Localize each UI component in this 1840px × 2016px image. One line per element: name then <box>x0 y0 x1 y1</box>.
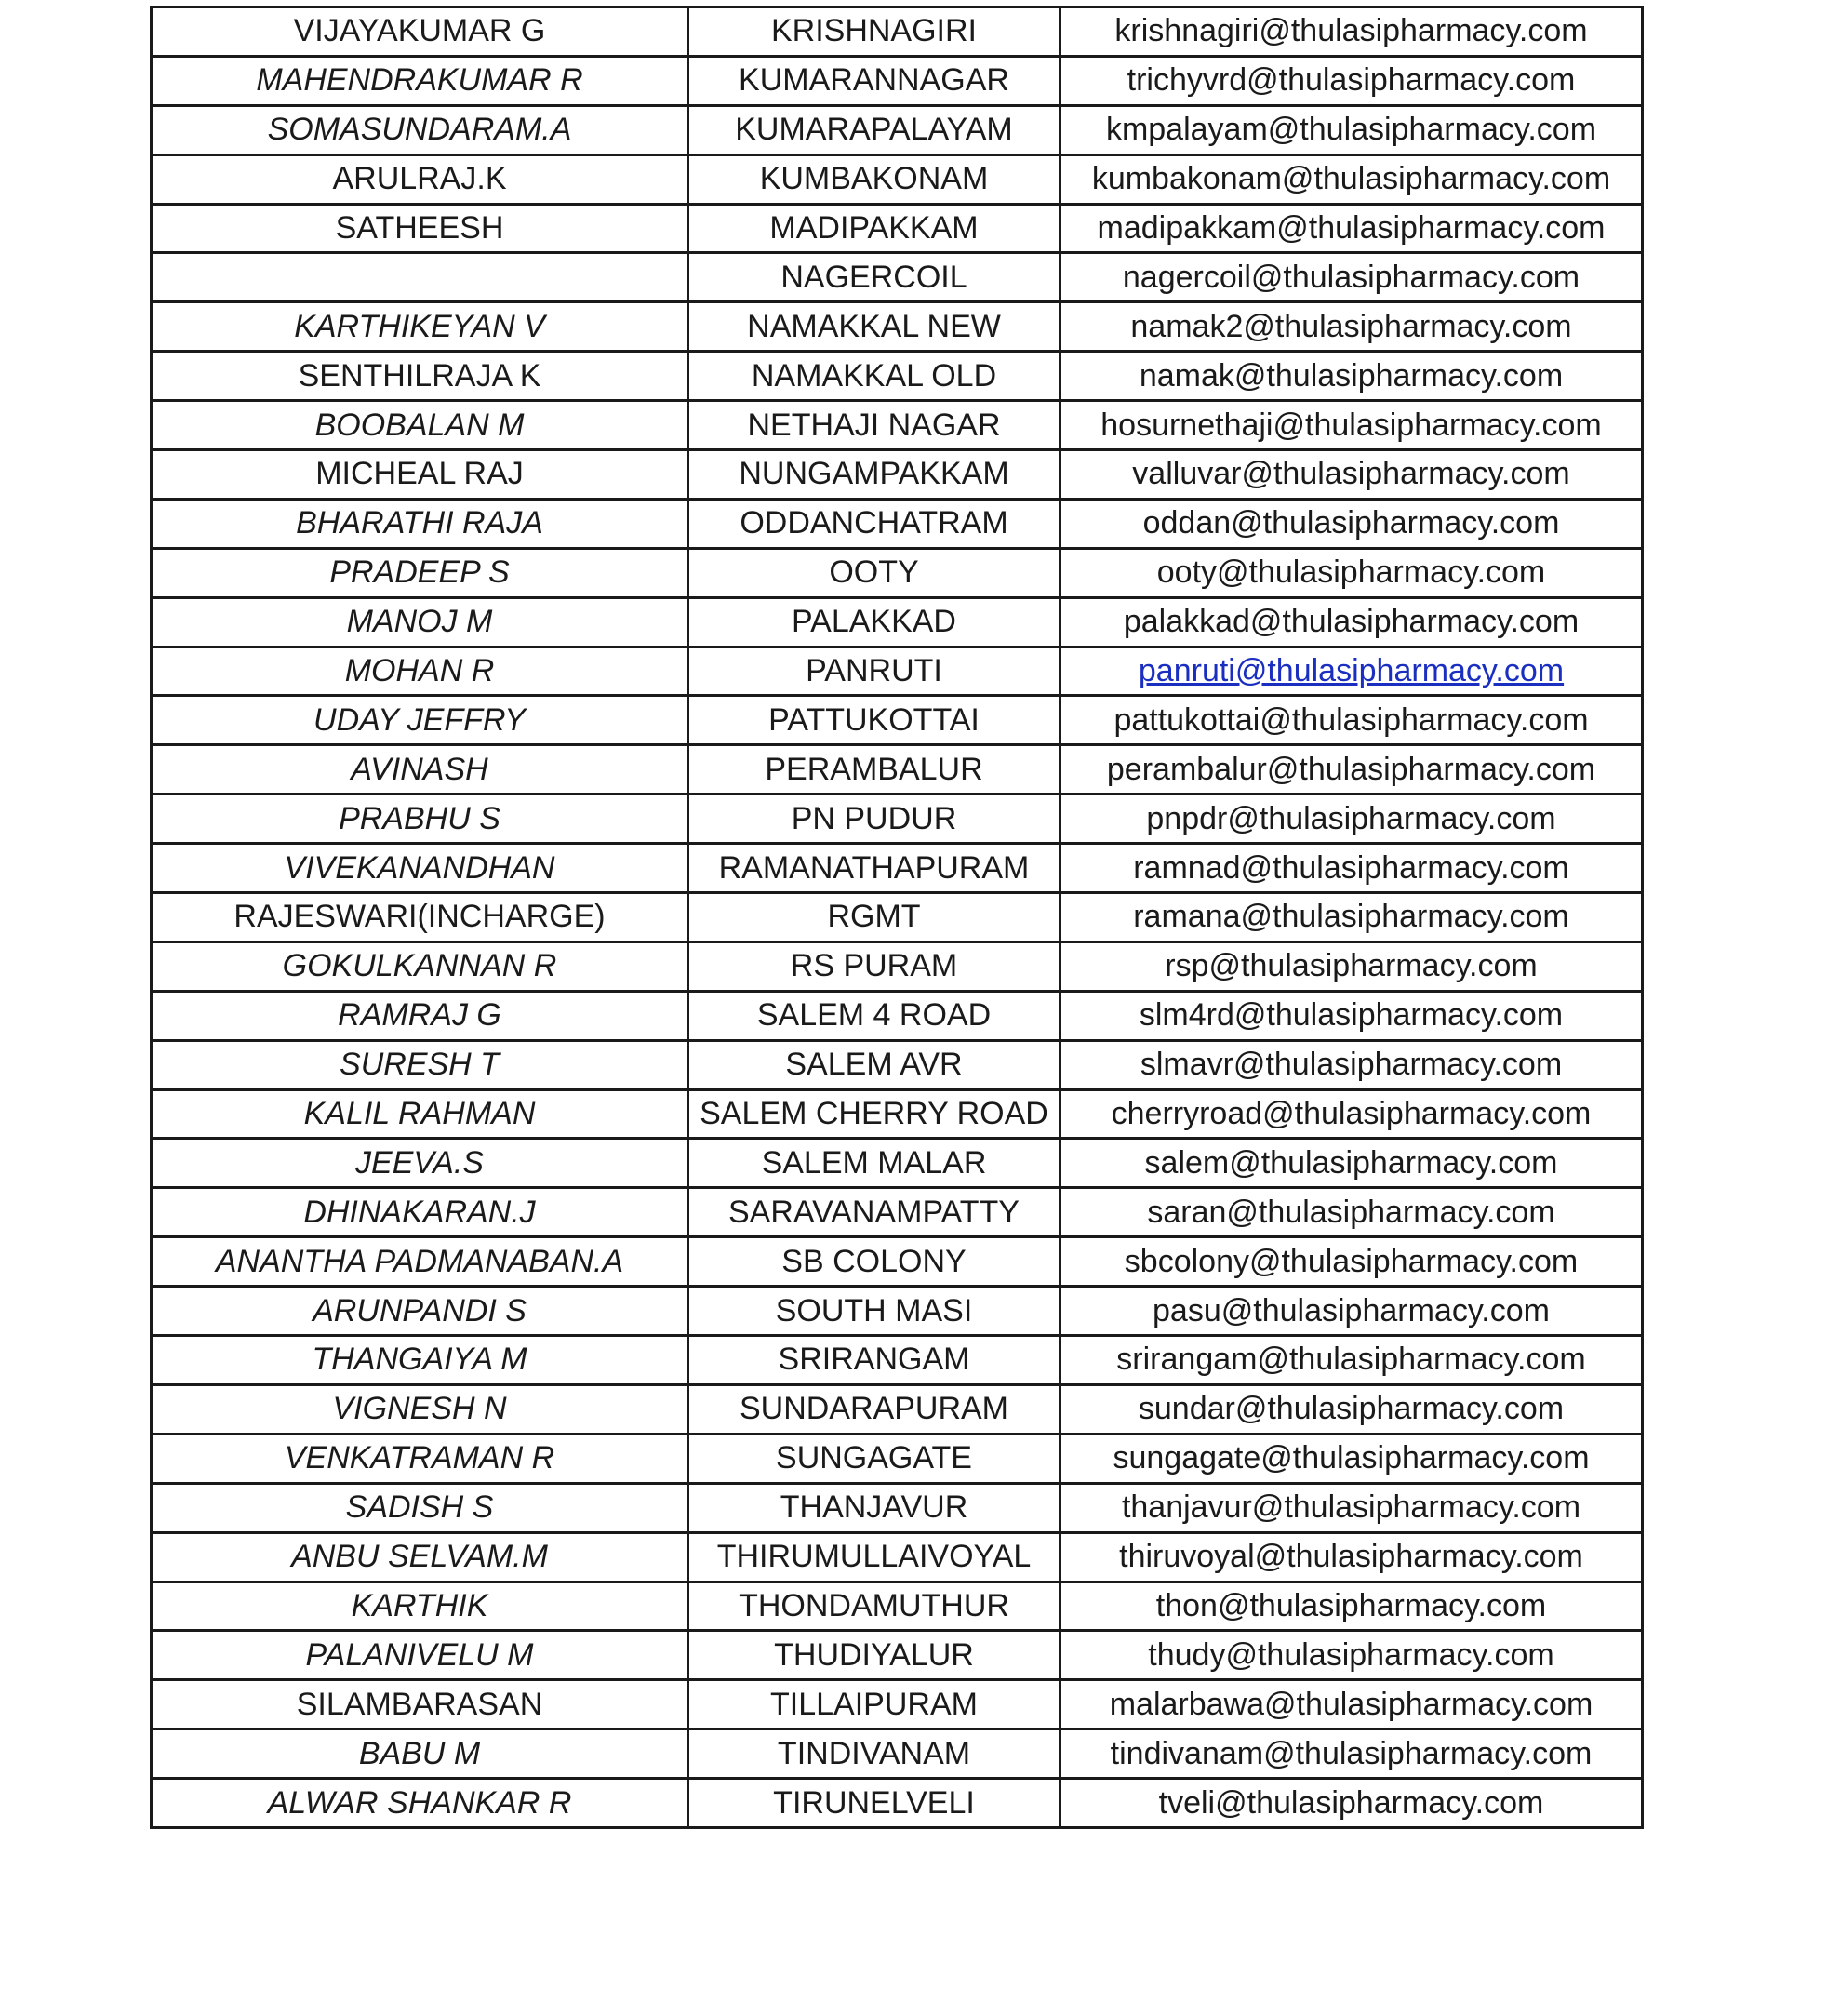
table-row <box>152 1680 1643 1729</box>
table-row <box>152 745 1643 794</box>
branch-cell: NETHAJI NAGAR <box>688 401 1060 450</box>
manager-name-cell: VIGNESH N <box>152 1384 688 1434</box>
table-row <box>152 154 1643 204</box>
manager-name-cell: KALIL RAHMAN <box>152 1089 688 1139</box>
table-row <box>152 204 1643 253</box>
email-cell: madipakkam@thulasipharmacy.com <box>1060 204 1643 253</box>
branch-cell: SALEM 4 ROAD <box>688 991 1060 1040</box>
branch-cell: SALEM CHERRY ROAD <box>688 1089 1060 1139</box>
table-row <box>152 696 1643 745</box>
branch-cell: NUNGAMPAKKAM <box>688 450 1060 500</box>
branch-cell: THONDAMUTHUR <box>688 1582 1060 1631</box>
table-row <box>152 1631 1643 1680</box>
table-row <box>152 56 1643 105</box>
table-row <box>152 844 1643 893</box>
email-cell: ooty@thulasipharmacy.com <box>1060 548 1643 597</box>
branch-cell: KUMBAKONAM <box>688 154 1060 204</box>
branch-cell: PATTUKOTTAI <box>688 696 1060 745</box>
table-row <box>152 1188 1643 1237</box>
branch-cell: KRISHNAGIRI <box>688 7 1060 57</box>
branch-cell: TINDIVANAM <box>688 1729 1060 1779</box>
manager-name-cell: BHARATHI RAJA <box>152 499 688 548</box>
manager-name-cell: ANANTHA PADMANABAN.A <box>152 1237 688 1287</box>
branch-cell: SOUTH MASI <box>688 1287 1060 1336</box>
branch-cell: NAMAKKAL NEW <box>688 302 1060 352</box>
table-row <box>152 1729 1643 1779</box>
branch-cell: THUDIYALUR <box>688 1631 1060 1680</box>
email-cell: tindivanam@thulasipharmacy.com <box>1060 1729 1643 1779</box>
table-row <box>152 450 1643 500</box>
email-cell: malarbawa@thulasipharmacy.com <box>1060 1680 1643 1729</box>
manager-name-cell: VENKATRAMAN R <box>152 1434 688 1483</box>
branch-cell: NAMAKKAL OLD <box>688 352 1060 401</box>
branch-cell: SUNDARAPURAM <box>688 1384 1060 1434</box>
manager-name-cell: SENTHILRAJA K <box>152 352 688 401</box>
manager-name-cell: VIVEKANANDHAN <box>152 844 688 893</box>
branch-cell: RAMANATHAPURAM <box>688 844 1060 893</box>
table-body <box>152 7 1643 1828</box>
table-row <box>152 1040 1643 1089</box>
email-cell: slmavr@thulasipharmacy.com <box>1060 1040 1643 1089</box>
branch-cell: SB COLONY <box>688 1237 1060 1287</box>
table-row <box>152 548 1643 597</box>
table-row <box>152 1779 1643 1828</box>
email-cell: namak2@thulasipharmacy.com <box>1060 302 1643 352</box>
branch-cell: PANRUTI <box>688 647 1060 696</box>
branch-cell: SRIRANGAM <box>688 1336 1060 1385</box>
manager-name-cell: PRABHU S <box>152 794 688 844</box>
table-row <box>152 1237 1643 1287</box>
manager-name-cell: DHINAKARAN.J <box>152 1188 688 1237</box>
table-row <box>152 941 1643 991</box>
manager-name-cell: SOMASUNDARAM.A <box>152 105 688 154</box>
manager-name-cell: MOHAN R <box>152 647 688 696</box>
table-row <box>152 1483 1643 1532</box>
table-row <box>152 1434 1643 1483</box>
email-cell <box>1060 647 1643 696</box>
email-cell: kmpalayam@thulasipharmacy.com <box>1060 105 1643 154</box>
email-cell: nagercoil@thulasipharmacy.com <box>1060 253 1643 302</box>
manager-name-cell: MAHENDRAKUMAR R <box>152 56 688 105</box>
manager-name-cell: ALWAR SHANKAR R <box>152 1779 688 1828</box>
email-cell: pattukottai@thulasipharmacy.com <box>1060 696 1643 745</box>
table-row <box>152 1384 1643 1434</box>
table-row <box>152 1089 1643 1139</box>
email-cell: ramnad@thulasipharmacy.com <box>1060 844 1643 893</box>
email-cell: trichyvrd@thulasipharmacy.com <box>1060 56 1643 105</box>
email-cell: sundar@thulasipharmacy.com <box>1060 1384 1643 1434</box>
email-cell: hosurnethaji@thulasipharmacy.com <box>1060 401 1643 450</box>
manager-name-cell: THANGAIYA M <box>152 1336 688 1385</box>
branch-cell: PERAMBALUR <box>688 745 1060 794</box>
table-row <box>152 597 1643 647</box>
branch-cell: SARAVANAMPATTY <box>688 1188 1060 1237</box>
table-row <box>152 253 1643 302</box>
table-row <box>152 794 1643 844</box>
table-row <box>152 1139 1643 1188</box>
branch-cell: RGMT <box>688 893 1060 942</box>
email-cell: cherryroad@thulasipharmacy.com <box>1060 1089 1643 1139</box>
email-cell: krishnagiri@thulasipharmacy.com <box>1060 7 1643 57</box>
email-cell: pnpdr@thulasipharmacy.com <box>1060 794 1643 844</box>
table-row <box>152 499 1643 548</box>
manager-name-cell: KARTHIKEYAN V <box>152 302 688 352</box>
manager-name-cell: MANOJ M <box>152 597 688 647</box>
manager-name-cell: JEEVA.S <box>152 1139 688 1188</box>
email-cell: namak@thulasipharmacy.com <box>1060 352 1643 401</box>
email-cell: thanjavur@thulasipharmacy.com <box>1060 1483 1643 1532</box>
manager-name-cell: MICHEAL RAJ <box>152 450 688 500</box>
branch-cell: THANJAVUR <box>688 1483 1060 1532</box>
branch-cell: NAGERCOIL <box>688 253 1060 302</box>
contact-table <box>150 6 1644 1829</box>
branch-cell: TILLAIPURAM <box>688 1680 1060 1729</box>
manager-name-cell: BOOBALAN M <box>152 401 688 450</box>
table-row <box>152 401 1643 450</box>
table-row <box>152 893 1643 942</box>
manager-name-cell: ANBU SELVAM.M <box>152 1532 688 1582</box>
table-row <box>152 302 1643 352</box>
table-row <box>152 7 1643 57</box>
table-row <box>152 1532 1643 1582</box>
email-cell: ramana@thulasipharmacy.com <box>1060 893 1643 942</box>
email-cell: rsp@thulasipharmacy.com <box>1060 941 1643 991</box>
email-cell: thudy@thulasipharmacy.com <box>1060 1631 1643 1680</box>
branch-cell: THIRUMULLAIVOYAL <box>688 1532 1060 1582</box>
email-cell: valluvar@thulasipharmacy.com <box>1060 450 1643 500</box>
manager-name-cell: PALANIVELU M <box>152 1631 688 1680</box>
manager-name-cell: SILAMBARASAN <box>152 1680 688 1729</box>
branch-cell: SALEM MALAR <box>688 1139 1060 1188</box>
manager-name-cell: SATHEESH <box>152 204 688 253</box>
manager-name-cell: AVINASH <box>152 745 688 794</box>
manager-name-cell: RAMRAJ G <box>152 991 688 1040</box>
table-row <box>152 352 1643 401</box>
email-cell: slm4rd@thulasipharmacy.com <box>1060 991 1643 1040</box>
email-cell: thiruvoyal@thulasipharmacy.com <box>1060 1532 1643 1582</box>
branch-cell: KUMARANNAGAR <box>688 56 1060 105</box>
email-cell: srirangam@thulasipharmacy.com <box>1060 1336 1643 1385</box>
table-row <box>152 105 1643 154</box>
table-row <box>152 991 1643 1040</box>
email-cell: perambalur@thulasipharmacy.com <box>1060 745 1643 794</box>
email-link[interactable]: panruti@thulasipharmacy.com <box>1138 653 1565 689</box>
branch-cell: PN PUDUR <box>688 794 1060 844</box>
manager-name-cell: VIJAYAKUMAR G <box>152 7 688 57</box>
branch-cell: SUNGAGATE <box>688 1434 1060 1483</box>
manager-name-cell: ARULRAJ.K <box>152 154 688 204</box>
email-cell: pasu@thulasipharmacy.com <box>1060 1287 1643 1336</box>
manager-name-cell: UDAY JEFFRY <box>152 696 688 745</box>
manager-name-cell: SURESH T <box>152 1040 688 1089</box>
manager-name-cell: GOKULKANNAN R <box>152 941 688 991</box>
branch-cell: TIRUNELVELI <box>688 1779 1060 1828</box>
email-cell: saran@thulasipharmacy.com <box>1060 1188 1643 1237</box>
manager-name-cell: PRADEEP S <box>152 548 688 597</box>
manager-name-cell: RAJESWARI(INCHARGE) <box>152 893 688 942</box>
email-cell: kumbakonam@thulasipharmacy.com <box>1060 154 1643 204</box>
manager-name-cell: KARTHIK <box>152 1582 688 1631</box>
manager-name-cell: BABU M <box>152 1729 688 1779</box>
table-row <box>152 1336 1643 1385</box>
email-cell: thon@thulasipharmacy.com <box>1060 1582 1643 1631</box>
branch-cell: PALAKKAD <box>688 597 1060 647</box>
branch-cell: ODDANCHATRAM <box>688 499 1060 548</box>
branch-cell: SALEM AVR <box>688 1040 1060 1089</box>
manager-name-cell: ARUNPANDI S <box>152 1287 688 1336</box>
branch-cell: OOTY <box>688 548 1060 597</box>
branch-cell: MADIPAKKAM <box>688 204 1060 253</box>
manager-name-cell: SADISH S <box>152 1483 688 1532</box>
branch-cell: RS PURAM <box>688 941 1060 991</box>
table-row <box>152 1287 1643 1336</box>
table-row <box>152 1582 1643 1631</box>
email-cell: sungagate@thulasipharmacy.com <box>1060 1434 1643 1483</box>
table-row <box>152 647 1643 696</box>
manager-name-cell <box>152 253 688 302</box>
email-cell: oddan@thulasipharmacy.com <box>1060 499 1643 548</box>
branch-cell: KUMARAPALAYAM <box>688 105 1060 154</box>
email-cell: tveli@thulasipharmacy.com <box>1060 1779 1643 1828</box>
email-cell: sbcolony@thulasipharmacy.com <box>1060 1237 1643 1287</box>
email-cell: palakkad@thulasipharmacy.com <box>1060 597 1643 647</box>
email-cell: salem@thulasipharmacy.com <box>1060 1139 1643 1188</box>
